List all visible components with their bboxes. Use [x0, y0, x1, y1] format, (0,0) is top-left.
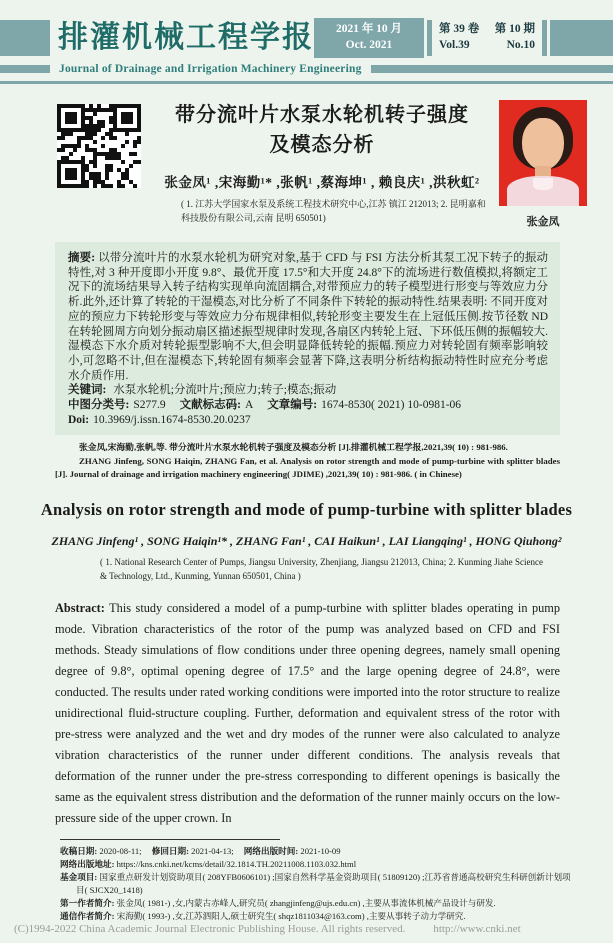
journal-title-cn: 排灌机械工程学报 [58, 21, 314, 54]
volume-block [435, 18, 539, 58]
authors-cn: 张金凤¹ ,宋海勤¹* ,张帆¹ ,蔡海坤¹ , 赖良庆¹ ,洪秋虹² [164, 175, 480, 190]
header-right-block [550, 20, 613, 56]
keywords-label: 关键词: [68, 384, 107, 397]
photo-collar-shape [533, 178, 553, 190]
citation-en: ZHANG Jinfeng, SONG Haiqin, ZHANG Fan, et al. Analysis on rotor strength and mode of pump-turbine with splitter blades [J]. Journal of drainage and irrigation machinery engineering( JDIME) ,2021,39( 10) : 981-986. ( in Chinese) [55, 455, 560, 480]
photo-caption: 张金凤 [526, 216, 560, 228]
volume-cn: 第 39 卷 第 10 期 [439, 23, 535, 36]
footnote-fund: 基金项目: 国家重点研发计划资助项目( 208YFB0606101) ;国家自然科学基金资助项目( 51809120) ;江苏省普通高校研究生科研创新计划项目( SJCX20_1418) [60, 871, 571, 895]
abstract-cn: 摘要: 以带分流叶片的水泵水轮机为研究对象,基于 CFD 与 FSI 方法分析其泵工况下转子的振动特性,对 3 种开度即小开度 9.8°、最优开度 17.5°和大开度 24.8°下的流场进行数值模拟,将额定工况下的流场结果导入转子结构实现单向流固耦合,对带预应力的转子模型进行形变与等效应力分析.此外,还计算了转轮的干湿模态,对比分析了不同条件下转轮的振动特性.结果表明: 不同开度对应的预应力下转轮形变与等效应力分布规律相似,转轮形变主要发生在上冠低压侧.按节径数 ND 在转轮圆周方向划分振动扇区描述振型规律时发现,各扇区内转轮上冠、下环低压侧的振幅较大.湿模态下水介质对转轮振型影响不大,但会明显降低转轮的振幅.预应力对转轮固有频率影响较小,可忽略不计,但在湿模态下,转轮固有频率会显著下降,这表明分析结构振动特性时应充分考虑水介质作用. [68, 252, 548, 382]
issue-date-cn: 2021 年 10 月 [335, 23, 403, 36]
journal-header [0, 18, 613, 84]
abstract-box-cn [55, 242, 560, 435]
photo-face-shape [522, 118, 564, 170]
citation-block [55, 441, 560, 482]
online-url: https://kns.cnki.net/kcms/detail/32.1814.TH.20211008.1103.032.html [116, 858, 357, 869]
abstract-label: 摘要: [68, 252, 96, 264]
volume-en: Vol.39 No.10 [439, 39, 535, 51]
copyright-line: (C)1994-2022 China Academic Journal Electronic Publishing House. All rights reserved. http://www.cnki.net [14, 922, 521, 935]
title-column [141, 100, 499, 229]
keywords-line: 关键词: 水泵水轮机;分流叶片;预应力;转子;模态;振动 [68, 384, 337, 397]
qr-code-icon [57, 104, 141, 188]
footnote-rule [60, 839, 280, 840]
english-authors: ZHANG Jinfeng¹ , SONG Haiqin¹* , ZHANG Fan¹ , CAI Haikun¹ , LAI Liangqing¹ , HONG Qiuhong² [51, 533, 562, 548]
classification-line: 中图分类号: S277.9 文献标志码: A 文章编号: 1674-8530( 2021) 10-0981-06 [68, 399, 462, 412]
subtitle-right-bar [371, 65, 613, 73]
subtitle-left-bar [0, 65, 50, 73]
title-area [0, 84, 613, 229]
affiliation-cn: ( 1. 江苏大学国家水泵及系统工程技术研究中心,江苏 镇江 212013; 2. 昆明嘉和科技股份有限公司,云南 昆明 650501) [181, 199, 486, 223]
footnote-online-url: 网络出版地址: https://kns.cnki.net/kcms/detail/32.1814.TH.20211008.1103.032.html [60, 858, 357, 869]
header-left-block [0, 20, 50, 56]
english-abstract: Abstract: This study considered a model of a pump-turbine with splitter blades operating in pump mode. Vibration characteristics of the rotor of the pump was analyzed based on CFD and FSI methods. Steady simulations of flow conditions under three opening degrees, namely small opening degree of 9.8°, optimal opening degree of 17.5° and the large opening degree of 24.8°, were conducted. The results under rated working conditions were imported into the rotor structure to realize unidirectional fluid-structure coupling. Further, deformation and equivalent stress of the rotor with pre-stress were analyzed and the wet and dry modes of the runner were also calculated to analyze vibration characteristics of the runner under different conditions. The analysis reveals that deformation of the runner under the pre-stress corresponding to different openings is basically the same as the equivalent stress distribution and the deformation of the runner mainly occurs on the low-pressure side of the upper crown. In [55, 600, 561, 825]
journal-title-en: Journal of Drainage and Irrigation Machinery Engineering [59, 62, 362, 75]
header-subtitle-row [0, 63, 613, 74]
citation-cn: 张金凤,宋海勤,张帆,等. 带分流叶片水泵水轮机转子强度及模态分析 [J].排灌机械工程学报,2021,39( 10) : 981-986. [79, 442, 508, 453]
author-photo-column [499, 100, 587, 229]
header-title-row [0, 18, 613, 58]
issue-date-en: Oct. 2021 [345, 39, 393, 51]
footnotes [60, 845, 573, 923]
footnote-first-author: 第一作者简介: 张金凤( 1981-) ,女,内蒙古赤峰人,研究员( zhangjinfeng@ujs.edu.cn) ,主要从事流体机械产品设计与研发. [60, 897, 496, 908]
article-title: 带分流叶片水泵水轮机转子强度 及模态分析 [175, 104, 469, 156]
english-affiliation: ( 1. National Research Center of Pumps, Jiangsu University, Zhenjiang, Jiangsu 212013, China; 2. Kunming Jiahe Science & Technology, Ltd., Kunming, Yunnan 650501, China ) [100, 556, 543, 582]
cnki-url: http://www.cnki.net [433, 922, 521, 935]
footnote-dates: 收稿日期: 2020-08-11; 修回日期: 2021-04-13; 网络出版时间: 2021-10-09 [60, 845, 341, 856]
issue-date-block [314, 18, 424, 58]
author-photo [499, 100, 587, 206]
english-abstract-label: Abstract: [55, 600, 105, 615]
english-title: Analysis on rotor strength and mode of pump-turbine with splitter blades [40, 499, 573, 519]
doi-line: Doi: 10.3969/j.issn.1674-8530.20.0237 [68, 413, 251, 426]
footnote-corresponding-author: 通信作者简介: 宋海勤( 1993-) ,女,江苏泗阳人,硕士研究生( shqz1811034@163.com) ,主要从事转子动力学研究. [60, 910, 466, 921]
